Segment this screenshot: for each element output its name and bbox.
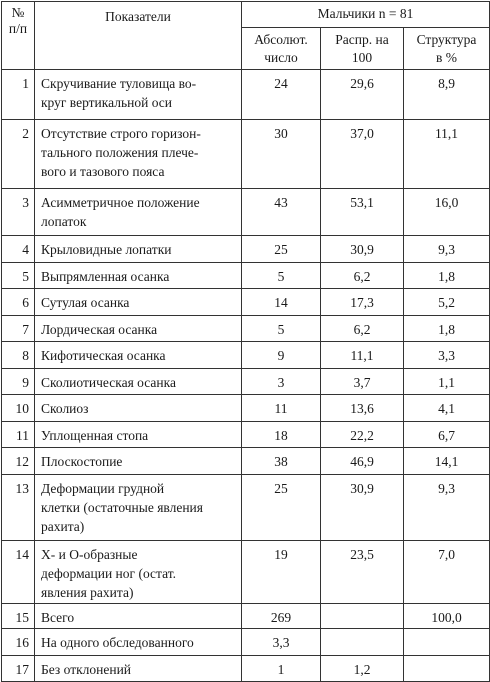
row-structure-percent: 100,0 bbox=[404, 604, 490, 629]
table-row bbox=[2, 236, 490, 263]
row-number: 5 bbox=[2, 263, 35, 289]
row-indicator bbox=[35, 422, 242, 448]
indicator-line: Сколиотическая осанка bbox=[41, 375, 176, 390]
row-indicator bbox=[35, 70, 242, 120]
row-indicator bbox=[35, 475, 242, 541]
row-per-100-value: 29,6 bbox=[321, 70, 404, 120]
structure-header-line-2: в % bbox=[436, 50, 457, 65]
structure-header-line-1: Структура bbox=[416, 32, 477, 47]
row-number: 9 bbox=[2, 369, 35, 395]
row-absolute-value: 19 bbox=[242, 541, 321, 604]
indicator-line: рахита) bbox=[41, 519, 85, 534]
table-row bbox=[2, 120, 490, 189]
indicator-line: явления рахита) bbox=[41, 585, 134, 600]
posture-table bbox=[1, 1, 490, 682]
row-per-100-value: 30,9 bbox=[321, 236, 404, 263]
row-number: 1 bbox=[2, 70, 35, 120]
row-per-100-value: 30,9 bbox=[321, 475, 404, 541]
number-header-line-2: п/п bbox=[8, 21, 28, 36]
row-absolute-value: 43 bbox=[242, 189, 321, 236]
row-per-100-value: 3,7 bbox=[321, 369, 404, 395]
row-per-100-value bbox=[321, 604, 404, 629]
row-per-100-value: 22,2 bbox=[321, 422, 404, 448]
row-per-100-value: 46,9 bbox=[321, 448, 404, 475]
row-structure-percent: 9,3 bbox=[404, 475, 490, 541]
row-per-100-value: 11,1 bbox=[321, 342, 404, 369]
indicator-line: Сколиоз bbox=[41, 401, 89, 416]
row-structure-percent: 1,8 bbox=[404, 316, 490, 342]
table-row bbox=[2, 342, 490, 369]
absolute-header-line-2: число bbox=[264, 50, 298, 65]
row-per-100-value: 1,2 bbox=[321, 656, 404, 682]
row-indicator bbox=[35, 263, 242, 289]
row-structure-percent: 16,0 bbox=[404, 189, 490, 236]
row-number: 2 bbox=[2, 120, 35, 189]
row-per-100-value: 6,2 bbox=[321, 316, 404, 342]
indicator-line: Скручивание туловища во- bbox=[41, 76, 197, 91]
column-header-structure bbox=[404, 28, 490, 70]
column-group-boys: Мальчики n = 81 bbox=[242, 2, 490, 28]
row-structure-percent: 1,1 bbox=[404, 369, 490, 395]
row-per-100-value: 23,5 bbox=[321, 541, 404, 604]
indicator-line: Плоскостопие bbox=[41, 454, 123, 469]
indicator-line: Сутулая осанка bbox=[41, 295, 130, 310]
indicator-line: Асимметричное положение bbox=[41, 195, 200, 210]
indicator-line: Деформации грудной bbox=[41, 481, 165, 496]
column-header-indicators: Показатели bbox=[35, 2, 242, 70]
row-structure-percent: 9,3 bbox=[404, 236, 490, 263]
indicator-line: деформации ног (остат. bbox=[41, 566, 176, 581]
table-row bbox=[2, 70, 490, 120]
row-structure-percent: 7,0 bbox=[404, 541, 490, 604]
table-row bbox=[2, 629, 490, 656]
table-row bbox=[2, 289, 490, 316]
per-100-header-line-1: Распр. на bbox=[335, 32, 389, 47]
row-indicator bbox=[35, 395, 242, 422]
row-indicator bbox=[35, 448, 242, 475]
indicator-line: Крыловидные лопатки bbox=[41, 242, 172, 257]
row-number: 13 bbox=[2, 475, 35, 541]
table-body bbox=[2, 70, 490, 682]
row-indicator bbox=[35, 289, 242, 316]
row-number: 8 bbox=[2, 342, 35, 369]
indicator-line: круг вертикальной оси bbox=[41, 95, 173, 110]
table-row bbox=[2, 448, 490, 475]
row-indicator bbox=[35, 629, 242, 656]
row-structure-percent bbox=[404, 629, 490, 656]
indicator-line: вого и тазового пояса bbox=[41, 164, 165, 179]
column-header-number bbox=[2, 2, 35, 70]
row-structure-percent: 4,1 bbox=[404, 395, 490, 422]
row-per-100-value: 6,2 bbox=[321, 263, 404, 289]
table-row bbox=[2, 541, 490, 604]
row-number: 7 bbox=[2, 316, 35, 342]
row-absolute-value: 18 bbox=[242, 422, 321, 448]
row-absolute-value: 11 bbox=[242, 395, 321, 422]
row-absolute-value: 25 bbox=[242, 475, 321, 541]
row-number: 14 bbox=[2, 541, 35, 604]
row-absolute-value: 25 bbox=[242, 236, 321, 263]
row-structure-percent: 8,9 bbox=[404, 70, 490, 120]
row-indicator bbox=[35, 656, 242, 682]
indicator-line: Лордическая осанка bbox=[41, 322, 158, 337]
row-absolute-value: 269 bbox=[242, 604, 321, 629]
row-number: 4 bbox=[2, 236, 35, 263]
row-number: 12 bbox=[2, 448, 35, 475]
table-row bbox=[2, 656, 490, 682]
row-per-100-value bbox=[321, 629, 404, 656]
row-number: 16 bbox=[2, 629, 35, 656]
indicator-line: Всего bbox=[41, 610, 75, 625]
column-header-absolute bbox=[242, 28, 321, 70]
indicator-line: Уплощенная стопа bbox=[41, 428, 149, 443]
indicator-line: Х- и О-образные bbox=[41, 547, 138, 562]
indicator-line: клетки (остаточные явления bbox=[41, 500, 203, 515]
row-number: 3 bbox=[2, 189, 35, 236]
number-header-line-1: № bbox=[11, 5, 25, 20]
row-per-100-value: 53,1 bbox=[321, 189, 404, 236]
indicator-line: Кифотическая осанка bbox=[41, 348, 166, 363]
row-indicator bbox=[35, 369, 242, 395]
per-100-header-line-2: 100 bbox=[351, 50, 373, 65]
row-absolute-value: 24 bbox=[242, 70, 321, 120]
indicator-line: Выпрямленная осанка bbox=[41, 269, 170, 284]
row-absolute-value: 3,3 bbox=[242, 629, 321, 656]
row-per-100-value: 37,0 bbox=[321, 120, 404, 189]
indicator-line: На одного обследованного bbox=[41, 635, 194, 650]
table-row bbox=[2, 475, 490, 541]
row-absolute-value: 5 bbox=[242, 263, 321, 289]
row-number: 17 bbox=[2, 656, 35, 682]
row-structure-percent: 1,8 bbox=[404, 263, 490, 289]
row-absolute-value: 14 bbox=[242, 289, 321, 316]
indicator-line: Отсутствие строго горизон- bbox=[41, 126, 201, 141]
row-structure-percent: 11,1 bbox=[404, 120, 490, 189]
table-row bbox=[2, 604, 490, 629]
row-number: 6 bbox=[2, 289, 35, 316]
row-per-100-value: 13,6 bbox=[321, 395, 404, 422]
row-structure-percent: 14,1 bbox=[404, 448, 490, 475]
table-row bbox=[2, 422, 490, 448]
row-structure-percent: 5,2 bbox=[404, 289, 490, 316]
row-indicator bbox=[35, 604, 242, 629]
table-row bbox=[2, 395, 490, 422]
row-absolute-value: 9 bbox=[242, 342, 321, 369]
table-row bbox=[2, 263, 490, 289]
row-absolute-value: 3 bbox=[242, 369, 321, 395]
row-indicator bbox=[35, 189, 242, 236]
row-per-100-value: 17,3 bbox=[321, 289, 404, 316]
row-absolute-value: 30 bbox=[242, 120, 321, 189]
row-absolute-value: 5 bbox=[242, 316, 321, 342]
row-indicator bbox=[35, 120, 242, 189]
row-number: 10 bbox=[2, 395, 35, 422]
table-row bbox=[2, 369, 490, 395]
row-number: 15 bbox=[2, 604, 35, 629]
indicator-line: тального положения плече- bbox=[41, 145, 199, 160]
row-number: 11 bbox=[2, 422, 35, 448]
row-structure-percent: 6,7 bbox=[404, 422, 490, 448]
table-row bbox=[2, 316, 490, 342]
indicator-line: лопаток bbox=[41, 214, 87, 229]
row-absolute-value: 38 bbox=[242, 448, 321, 475]
row-structure-percent bbox=[404, 656, 490, 682]
column-header-per-100 bbox=[321, 28, 404, 70]
row-indicator bbox=[35, 236, 242, 263]
row-structure-percent: 3,3 bbox=[404, 342, 490, 369]
row-absolute-value: 1 bbox=[242, 656, 321, 682]
row-indicator bbox=[35, 342, 242, 369]
row-indicator bbox=[35, 541, 242, 604]
table-row bbox=[2, 189, 490, 236]
indicator-line: Без отклонений bbox=[41, 662, 132, 677]
absolute-header-line-1: Абсолют. bbox=[254, 32, 308, 47]
row-indicator bbox=[35, 316, 242, 342]
